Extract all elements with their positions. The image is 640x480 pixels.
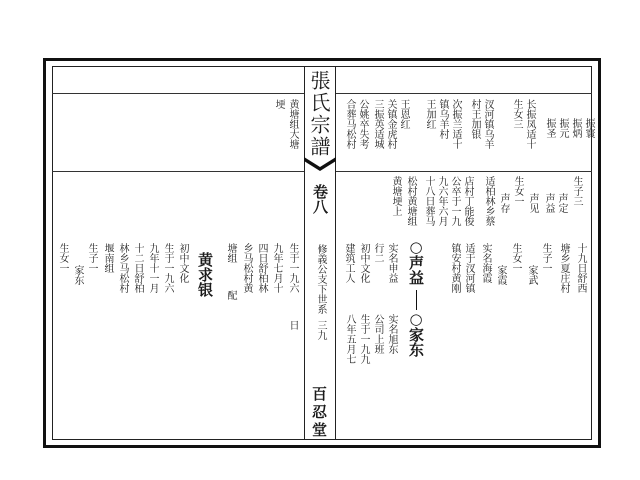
text-column: 镇安村黄刚: [449, 243, 460, 293]
text-column: 初中文化: [177, 243, 188, 283]
text-column: 十九日舒西: [575, 243, 586, 293]
text-column: 适柏林乡蔡: [483, 176, 494, 226]
text-column: 汊河镇乌羊: [482, 99, 493, 149]
text-column: 生于一九六: [162, 243, 173, 293]
text-column: 关镇金虎村: [385, 99, 396, 149]
section-label: 修義公支下世系: [315, 244, 326, 314]
text-column: 十二日舒柏: [132, 243, 143, 293]
person-name-shengyi: 声益: [407, 255, 425, 285]
text-column: 生子三: [571, 176, 582, 206]
text-column: 生女三: [511, 99, 522, 129]
text-column: 松村黄塘组: [405, 176, 416, 226]
text-column: 堰南组: [102, 243, 113, 273]
lineage-connector: [416, 290, 417, 310]
text-column: 声益: [543, 193, 554, 213]
text-column: 振元: [557, 118, 568, 138]
text-column: 振炳: [570, 118, 581, 138]
text-column: 振寰: [583, 118, 594, 138]
text-column: 公卒于一九: [449, 176, 460, 226]
text-column: 生女一: [57, 243, 68, 273]
text-column: 声见: [527, 193, 538, 213]
text-column: 生于一九六: [287, 243, 298, 293]
text-column: 实名申益: [386, 243, 397, 283]
text-column: 生女一: [510, 243, 521, 273]
text-column: 生于一九九: [358, 314, 369, 364]
text-column: 黄塘埂上: [390, 176, 401, 216]
rule-top-right: [336, 93, 592, 94]
text-column: 实名海霞: [480, 243, 491, 283]
text-column: 塘乡夏庄村: [558, 243, 569, 293]
text-column: 生子一: [86, 243, 97, 273]
text-column: 建筑工人: [343, 243, 354, 283]
descendant-marker-circle: ○: [407, 310, 425, 328]
text-column: 王恩红: [398, 99, 409, 129]
text-column: 行二: [372, 243, 383, 263]
fishtail-mark: [304, 157, 336, 179]
text-column: 公姚卒失考: [357, 99, 368, 149]
volume-label: 卷八: [311, 184, 329, 214]
text-column: 日: [287, 320, 298, 330]
text-column: 适于汊河镇: [463, 243, 474, 293]
text-column: 塘组: [225, 243, 236, 263]
book-title: 張氏宗譜: [307, 70, 331, 158]
text-column: 黄塘组大塘: [287, 99, 298, 149]
text-column: 初中文化: [358, 243, 369, 283]
text-column: 乡马松村黄: [241, 243, 252, 293]
text-column: 生女一: [512, 176, 523, 206]
person-marker-circle: ○: [407, 238, 425, 256]
rule-top-left: [52, 93, 304, 94]
text-column: 实名旭东: [386, 314, 397, 354]
text-column: 四日舒柏林: [256, 243, 267, 293]
rule-mid-right: [336, 171, 592, 172]
text-column: 王加红: [424, 99, 435, 129]
text-column: 家武: [526, 265, 537, 285]
text-column: 三振英适城: [372, 99, 383, 149]
text-column: 振圣: [544, 118, 555, 138]
text-column: 十八日葬马: [423, 176, 434, 226]
hall-name: 百忍堂: [310, 386, 328, 440]
text-column: 家东: [72, 265, 83, 285]
text-column: 配: [225, 290, 236, 300]
text-column: 镇乌羊村: [437, 99, 448, 139]
page-number: 三九: [315, 320, 326, 340]
text-column: 公司上班: [372, 314, 383, 354]
text-column: 次振兰适十: [450, 99, 461, 149]
text-column: 九六年六月: [436, 176, 447, 226]
text-column: 声定: [556, 193, 567, 213]
text-column: 埂: [273, 99, 284, 109]
text-column: 林乡马松村: [117, 243, 128, 293]
text-column: 店村丁能俊: [462, 176, 473, 226]
rule-mid-left: [52, 171, 304, 172]
text-column: 家霞: [495, 265, 506, 285]
text-column: 八年五月七: [344, 314, 355, 364]
person-name-huangqiuyin: 黄求银: [196, 252, 214, 297]
text-column: 村王加银: [469, 99, 480, 139]
text-column: 九年十一月: [147, 243, 158, 293]
text-column: 合葬马松村: [344, 99, 355, 149]
text-column: 长振凤适十: [524, 99, 535, 149]
text-column: 声存: [498, 193, 509, 213]
descendant-name-jiadong: 家东: [407, 327, 425, 357]
text-column: 生子一: [540, 243, 551, 273]
text-column: 九年七月十: [271, 243, 282, 293]
